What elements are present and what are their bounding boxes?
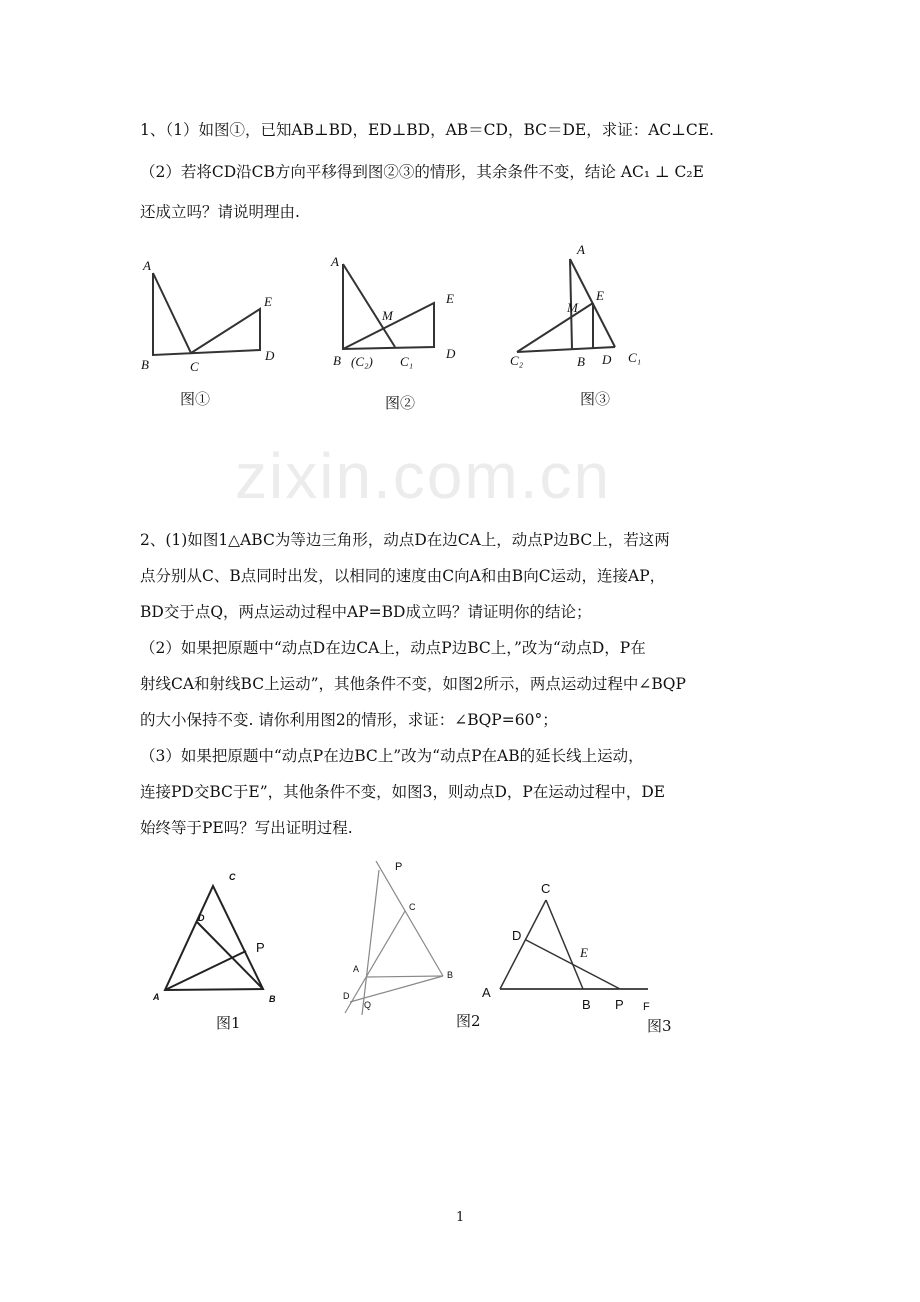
label: C bbox=[190, 359, 199, 374]
q2-line-2: 点分别从C、B点同时出发，以相同的速度由C向A和由B向C运动，连接AP， bbox=[140, 567, 666, 585]
q2-line-6: 的大小保持不变. 请你利用图2的情形，求证：∠BQP=60°； bbox=[140, 711, 558, 729]
q2-line-4: （2）如果把原题中“动点D在边CA上，动点P边BC上，”改为“动点D，P在 bbox=[140, 639, 646, 657]
label: E bbox=[580, 945, 588, 960]
label: B bbox=[582, 997, 591, 1012]
caption-fig2: 图2 bbox=[456, 1012, 481, 1030]
q1-line-2: （2）若将CD沿CB方向平移得到图②③的情形，其余条件不变，结论 AC₁ ⊥ C₂E bbox=[140, 163, 704, 181]
label: C₁ bbox=[628, 350, 642, 365]
q1-figure-1 bbox=[153, 273, 260, 355]
label: D bbox=[198, 913, 205, 923]
label: C bbox=[541, 881, 551, 896]
label: C bbox=[229, 872, 236, 882]
q2-line-7: （3）如果把原题中“动点P在边BC上”改为“动点P在AB的延长线上运动， bbox=[140, 747, 644, 765]
q2-figure-2 bbox=[345, 861, 443, 1015]
q1-figure-2 bbox=[343, 264, 434, 349]
q2-line-5: 射线CA和射线BC上运动”，其他条件不变，如图2所示，两点运动过程中∠BQP bbox=[140, 675, 686, 693]
label: P bbox=[256, 940, 265, 955]
label: P bbox=[395, 861, 403, 873]
caption-fig3: 图3 bbox=[647, 1017, 672, 1035]
label: C bbox=[409, 902, 416, 912]
label: (C₂) bbox=[351, 354, 373, 369]
watermark: zixin.com.cn bbox=[235, 440, 612, 512]
label: D bbox=[512, 928, 522, 943]
label: B bbox=[269, 994, 276, 1004]
label: B bbox=[141, 357, 149, 372]
label: F bbox=[643, 1001, 650, 1013]
q1-figure-3 bbox=[517, 259, 615, 352]
label: M bbox=[382, 308, 393, 323]
caption-fig3: 图③ bbox=[580, 390, 611, 408]
label: A bbox=[353, 964, 360, 974]
caption-fig1: 图1 bbox=[216, 1014, 241, 1032]
label: A bbox=[577, 242, 585, 257]
label: D bbox=[602, 352, 612, 367]
label: M bbox=[567, 300, 578, 315]
label: B bbox=[447, 970, 454, 980]
label: A bbox=[153, 992, 160, 1002]
label: D bbox=[265, 348, 275, 363]
label: P bbox=[615, 997, 624, 1012]
label: B bbox=[333, 353, 341, 368]
q2-line-9: 始终等于PE吗？写出证明过程. bbox=[140, 819, 353, 837]
q2-figure-1 bbox=[165, 886, 263, 990]
page-number: 1 bbox=[456, 1210, 465, 1225]
label: Q bbox=[364, 1000, 372, 1010]
label: A bbox=[482, 985, 491, 1000]
caption-fig1: 图① bbox=[180, 390, 211, 408]
label: A bbox=[143, 258, 151, 273]
caption-fig2: 图② bbox=[385, 394, 416, 412]
q1-line-3: 还成立吗？请说明理由. bbox=[140, 203, 300, 221]
q2-line-8: 连接PD交BC于E”，其他条件不变，如图3，则动点D，P在运动过程中，DE bbox=[140, 783, 666, 801]
label: E bbox=[264, 294, 272, 309]
label: A bbox=[331, 254, 339, 269]
label: D bbox=[446, 346, 456, 361]
label: C₂ bbox=[510, 353, 524, 368]
q2-line-1: 2、(1)如图1△ABC为等边三角形，动点D在边CA上，动点P边BC上，若这两 bbox=[140, 531, 670, 549]
label: C₁ bbox=[400, 354, 414, 369]
label: E bbox=[596, 288, 604, 303]
label: E bbox=[446, 291, 454, 306]
q2-figure-3 bbox=[500, 900, 648, 989]
q2-line-3: BD交于点Q，两点运动过程中AP=BD成立吗？请证明你的结论； bbox=[140, 603, 592, 621]
q1-line-1: 1、（1）如图①，已知AB⊥BD，ED⊥BD，AB＝CD，BC＝DE，求证：AC⊥CE. bbox=[140, 121, 714, 139]
label: B bbox=[577, 354, 585, 369]
label: D bbox=[343, 991, 350, 1001]
